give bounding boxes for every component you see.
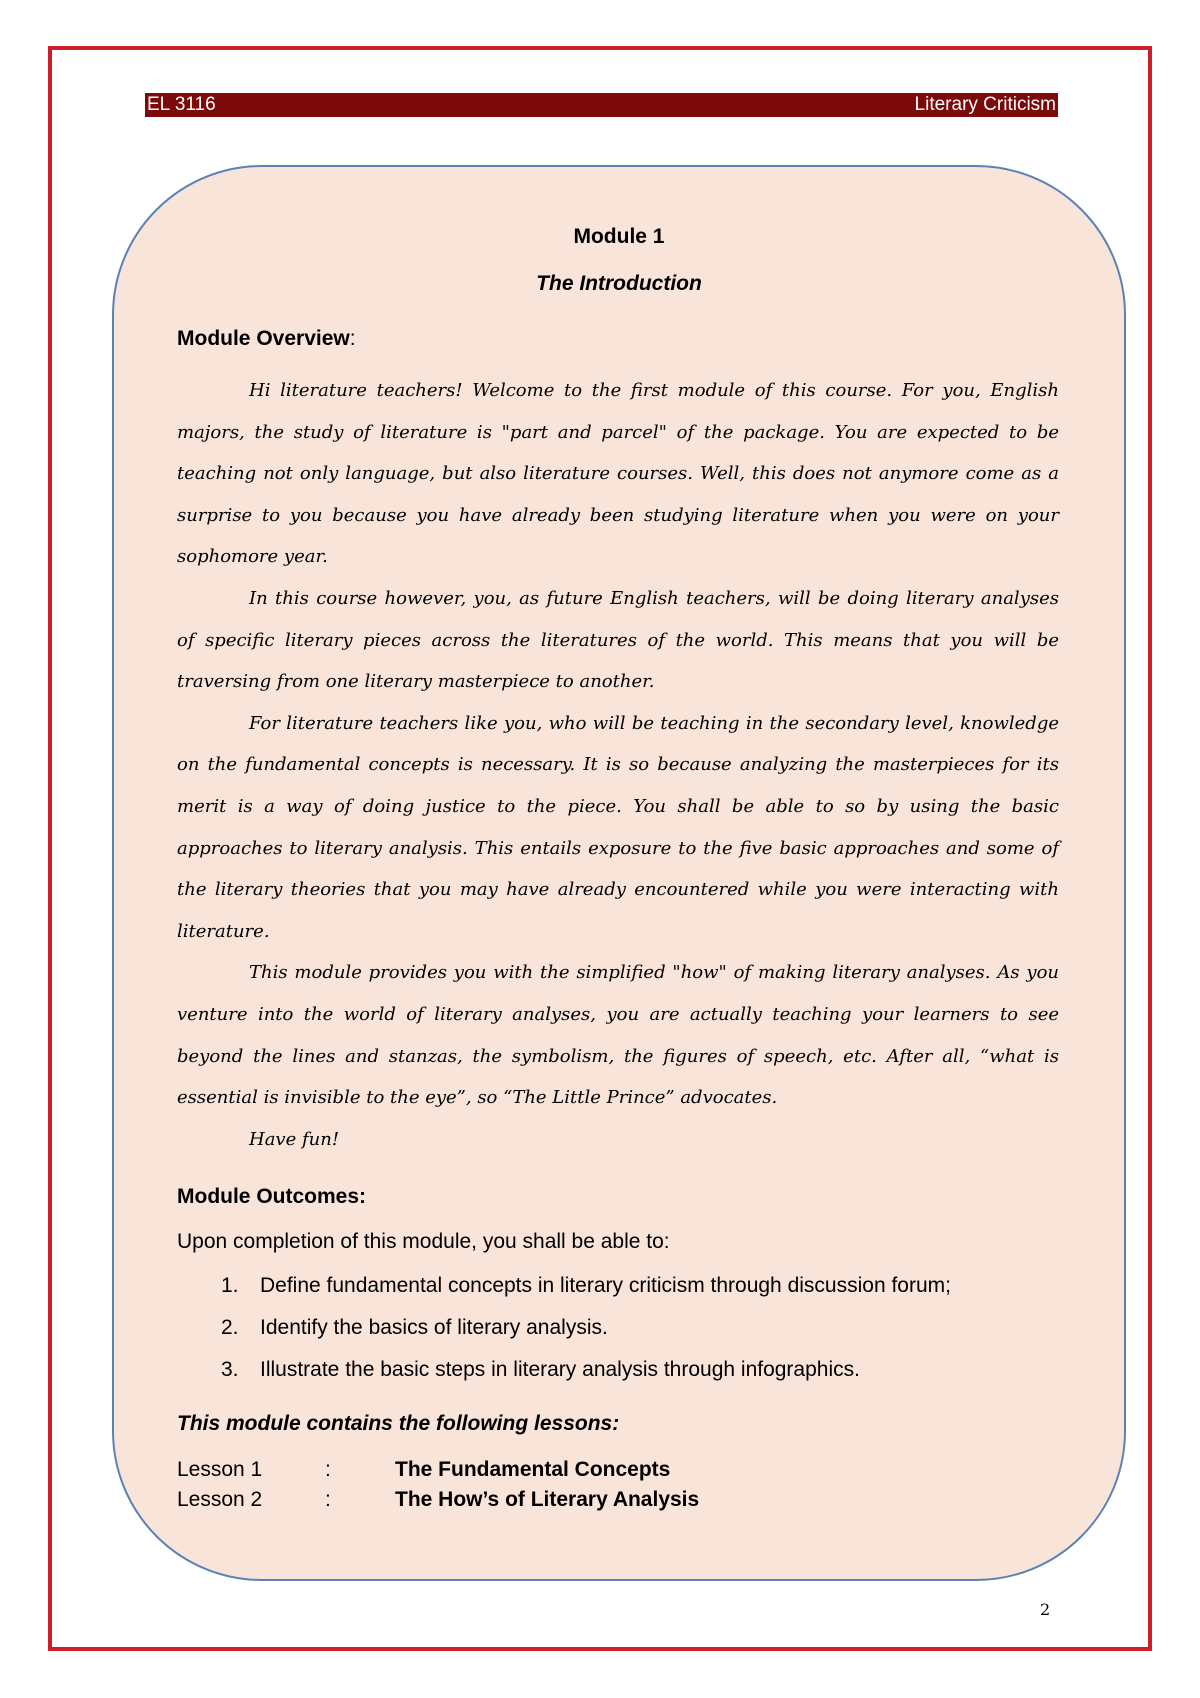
lesson-separator: :	[325, 1458, 331, 1481]
outcome-item	[177, 1356, 1077, 1398]
course-title: Literary Criticism	[914, 94, 1056, 115]
running-header	[145, 93, 1058, 117]
outcome-item	[177, 1314, 1077, 1356]
lesson-separator: :	[325, 1488, 331, 1511]
outcome-item	[177, 1272, 1077, 1314]
overview-paragraph: In this course however, you, as future English teachers, will be doing literary analyses of specific literary pieces across the literatures of the world. This means that you will be traversing from one literary masterpiece to another.	[177, 587, 1059, 693]
page-number: 2	[1040, 1600, 1051, 1619]
outcomes-intro: Upon completion of this module, you shall be able to:	[177, 1230, 670, 1253]
module-title: Module 1	[573, 225, 665, 248]
overview-heading	[177, 327, 356, 351]
outcome-number: 3.	[221, 1358, 239, 1381]
overview-body	[177, 370, 1059, 1160]
overview-paragraph: Have fun!	[249, 1128, 340, 1150]
overview-heading-text: Module Overview	[177, 327, 350, 350]
outcome-text: Define fundamental concepts in literary criticism through discussion forum;	[260, 1274, 951, 1297]
lesson-label: Lesson 2	[177, 1488, 263, 1511]
overview-paragraph: For literature teachers like you, who will be teaching in the secondary level, knowledge on the fundamental concepts is necessary. It is so because analyzing the masterpieces for its merit is a way of doing justice to the piece. You shall be able to so by using the basic approaches to literary analysis. This entails exposure to the five basic approaches and some of the literary theories that you may have already encountered while you were interacting with literature.	[177, 712, 1059, 942]
course-code: EL 3116	[147, 94, 216, 115]
outcomes-heading: Module Outcomes:	[177, 1185, 367, 1208]
lesson-title: The How’s of Literary Analysis	[395, 1488, 700, 1511]
overview-paragraph: Hi literature teachers! Welcome to the first module of this course. For you, English majors, the study of literature is "part and parcel" of the package. You are expected to be teaching not only language, but also literature courses. Well, this does not anymore come as a surprise to you because you have already been studying literature when you were on your sophomore year.	[177, 380, 1059, 568]
lesson-label: Lesson 1	[177, 1458, 263, 1481]
overview-paragraph: This module provides you with the simplified "how" of making literary analyses. As you venture into the world of literary analyses, you are actually teaching your learners to see beyond the lines and stanzas, the symbolism, the figures of speech, etc. After all, “what is essential is invisible to the eye”, so “The Little Prince” advocates.	[177, 962, 1059, 1109]
lessons-heading: This module contains the following lessons:	[177, 1412, 620, 1435]
lesson-title: The Fundamental Concepts	[395, 1458, 671, 1481]
outcomes-list	[177, 1272, 1077, 1398]
outcome-number: 1.	[221, 1274, 239, 1297]
overview-heading-colon: :	[349, 327, 356, 350]
outcome-text: Illustrate the basic steps in literary analysis through infographics.	[260, 1358, 860, 1381]
outcome-text: Identify the basics of literary analysis.	[260, 1316, 608, 1339]
outcome-number: 2.	[221, 1316, 239, 1339]
module-subtitle: The Introduction	[536, 272, 702, 295]
